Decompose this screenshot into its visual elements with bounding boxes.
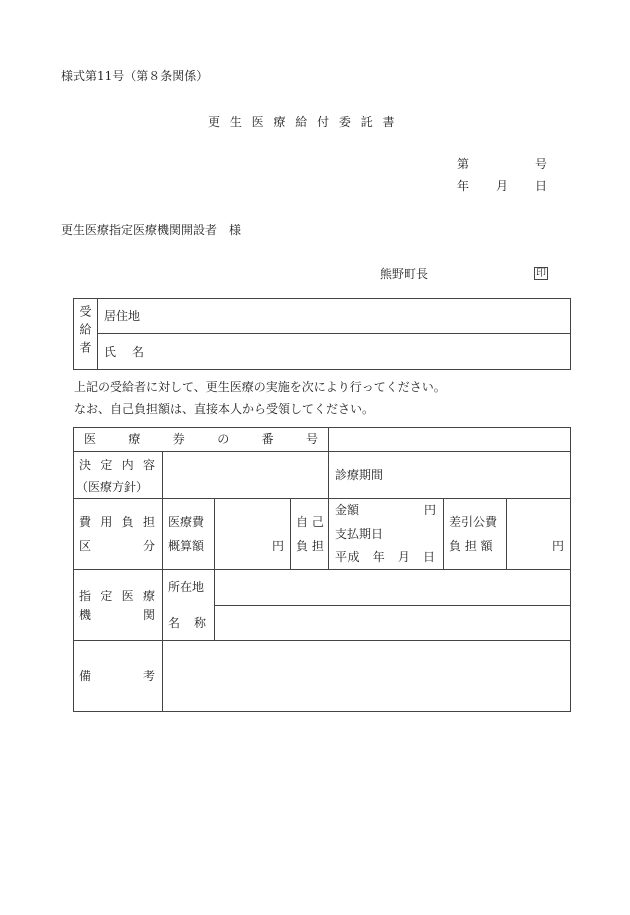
instruction-line-1: 上記の受給者に対して、更生医療の実施を次により行ってください。: [74, 380, 446, 394]
institution-label-2: 機 関: [79, 608, 155, 622]
address-label: 居住地: [104, 309, 141, 323]
table-rule-vertical: [328, 427, 329, 569]
seal-mark: 印: [536, 268, 546, 279]
table-rule-horizontal: [73, 427, 571, 428]
recipient-label: 受給者: [78, 305, 92, 359]
number-suffix: 号: [535, 157, 548, 171]
institution-label-1: 指 定 医 療: [79, 589, 155, 603]
estimate-label-1: 医療費: [168, 515, 205, 529]
self-pay-label-1: 自 己: [296, 515, 324, 529]
public-cost-yen: 円: [552, 539, 565, 553]
table-rule-horizontal: [73, 569, 571, 570]
payment-date-label: 支払期日: [335, 527, 384, 541]
amount-yen: 円: [424, 503, 437, 517]
table-rule-vertical: [443, 498, 444, 569]
treatment-period-label: 診療期間: [335, 468, 384, 482]
institution-name-label: 名 称: [168, 616, 206, 630]
date-year: 年: [457, 179, 470, 193]
form-number: 様式第11号（第８条関係）: [61, 69, 209, 83]
table-rule-horizontal: [73, 451, 571, 452]
table-rule-horizontal: [73, 498, 571, 499]
table-rule-vertical: [162, 451, 163, 711]
table-rule-vertical: [214, 498, 215, 640]
table-rule-vertical: [73, 298, 74, 369]
public-cost-label-2: 負 担 額: [449, 539, 493, 553]
table-rule-vertical: [73, 427, 74, 711]
instruction-line-2: なお、自己負担額は、直接本人から受領してください。: [74, 402, 375, 416]
table-rule-vertical: [290, 498, 291, 569]
decision-sub-label: （医療方針）: [76, 480, 149, 494]
table-rule-horizontal: [73, 711, 571, 712]
date-month: 月: [496, 179, 509, 193]
public-cost-label-1: 差引公費: [449, 515, 498, 529]
amount-label: 金額: [335, 503, 360, 517]
self-pay-label-2: 負 担: [296, 539, 324, 553]
number-prefix: 第: [457, 157, 470, 171]
name-label: 氏 名: [104, 345, 144, 359]
table-rule-horizontal: [73, 640, 571, 641]
era-date: 平成 年 月 日: [335, 550, 435, 564]
table-rule-horizontal: [73, 298, 571, 299]
estimate-label-2: 概算額: [168, 539, 205, 553]
table-rule-horizontal: [97, 333, 571, 334]
ticket-number-label: 医 療 券 の 番 号: [84, 432, 318, 446]
location-label: 所在地: [168, 580, 205, 594]
date-day: 日: [535, 179, 548, 193]
estimate-yen: 円: [272, 539, 285, 553]
table-rule-vertical: [97, 298, 98, 369]
remarks-label: 備 考: [79, 669, 155, 683]
table-rule-vertical: [506, 498, 507, 569]
cost-category-label-1: 費 用 負 担: [79, 515, 155, 529]
addressee: 更生医療指定医療機関開設者 様: [61, 223, 242, 237]
table-rule-vertical: [570, 298, 571, 369]
document-title: 更 生 医 療 給 付 委 託 書: [208, 115, 398, 129]
table-rule-vertical: [570, 427, 571, 711]
issuer: 熊野町長: [380, 267, 429, 281]
table-rule-horizontal: [73, 369, 571, 370]
table-rule-horizontal: [214, 605, 571, 606]
cost-category-label-2: 区 分: [79, 539, 155, 553]
decision-label: 決 定 内 容: [79, 458, 155, 472]
